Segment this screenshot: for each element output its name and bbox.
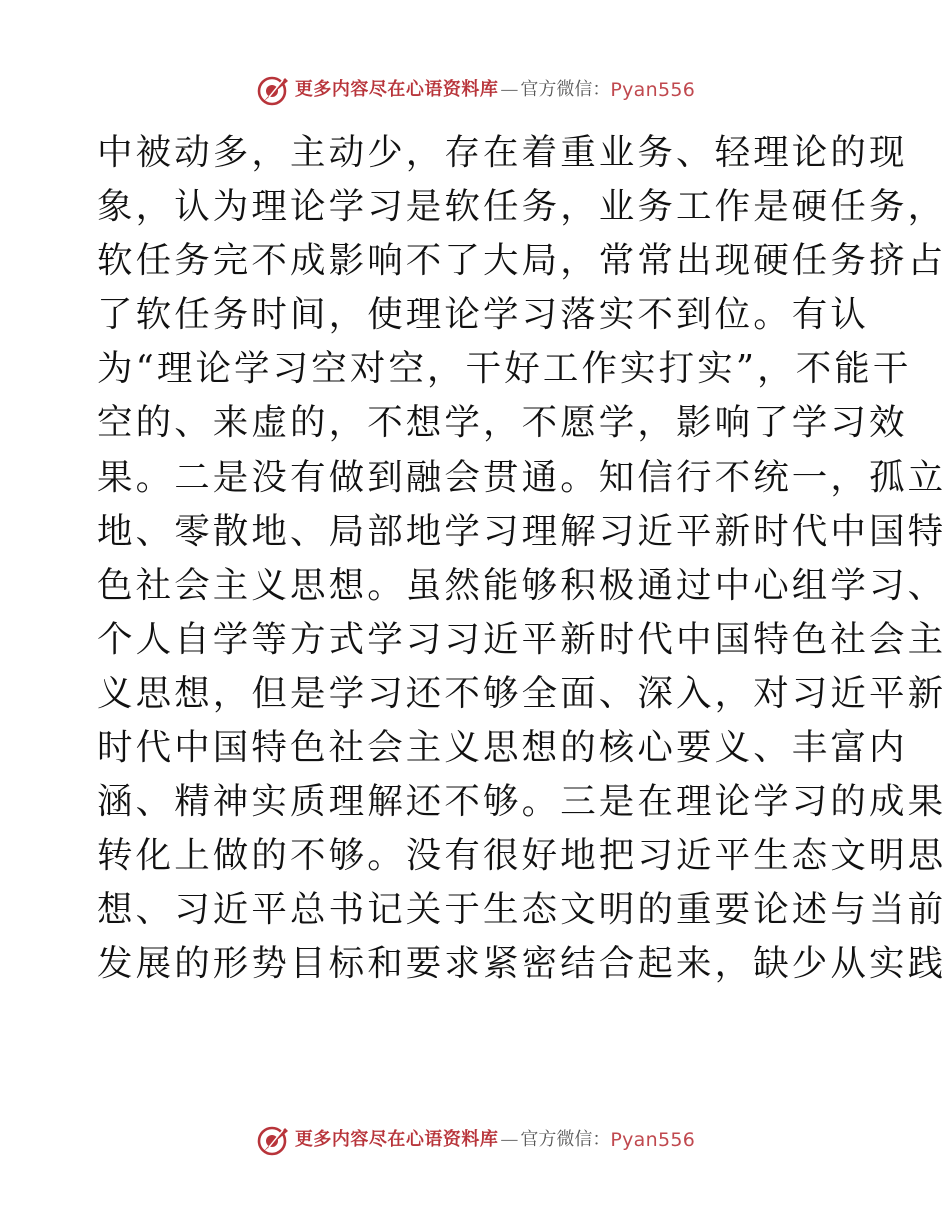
body-line: 色社会主义思想。虽然能够积极通过中心组学习、	[97, 564, 947, 606]
body-line: 想、习近平总书记关于生态文明的重要论述与当前	[97, 889, 947, 931]
watermark-text	[294, 1128, 696, 1151]
body-line: 为“理论学习空对空，干好工作实打实”，不能干	[97, 348, 912, 390]
watermark-main-text: 更多内容尽在心语资料库	[294, 1129, 499, 1150]
body-line: 时代中国特色社会主义思想的核心要义、丰富内	[97, 727, 908, 769]
watermark-label: 官方微信：	[520, 79, 611, 100]
watermark-label: 官方微信：	[520, 1129, 611, 1150]
body-line: 果。二是没有做到融会贯通。知信行不统一，孤立	[97, 456, 947, 498]
body-line: 转化上做的不够。没有很好地把习近平生态文明思	[97, 835, 947, 877]
body-line: 个人自学等方式学习习近平新时代中国特色社会主	[97, 618, 947, 660]
quill-logo-icon	[255, 72, 291, 108]
document-body	[97, 126, 947, 992]
body-line: 了软任务时间，使理论学习落实不到位。有认	[97, 294, 870, 336]
body-line: 中被动多，主动少，存在着重业务、轻理论的现	[97, 132, 908, 173]
watermark-text	[294, 78, 696, 101]
watermark-main-text: 更多内容尽在心语资料库	[294, 79, 499, 100]
watermark-wechat-id: Pyan556	[610, 1128, 696, 1151]
body-line: 空的、来虚的，不想学，不愿学，影响了学习效	[97, 402, 908, 444]
footer-watermark	[0, 1120, 950, 1160]
body-line: 象，认为理论学习是软任务，业务工作是硬任务，	[97, 186, 947, 228]
watermark-wechat-id: Pyan556	[610, 78, 696, 101]
body-line: 涵、精神实质理解还不够。三是在理论学习的成果	[97, 781, 947, 823]
quill-logo-icon	[255, 1122, 291, 1158]
watermark-separator: —	[500, 79, 519, 100]
body-line: 发展的形势目标和要求紧密结合起来，缺少从实践	[97, 943, 947, 985]
body-line: 义思想，但是学习还不够全面、深入，对习近平新	[97, 672, 947, 714]
body-line: 软任务完不成影响不了大局，常常出现硬任务挤占	[97, 240, 947, 282]
header-watermark	[0, 70, 950, 110]
body-line: 地、零散地、局部地学习理解习近平新时代中国特	[97, 510, 947, 552]
watermark-separator: —	[500, 1129, 519, 1150]
